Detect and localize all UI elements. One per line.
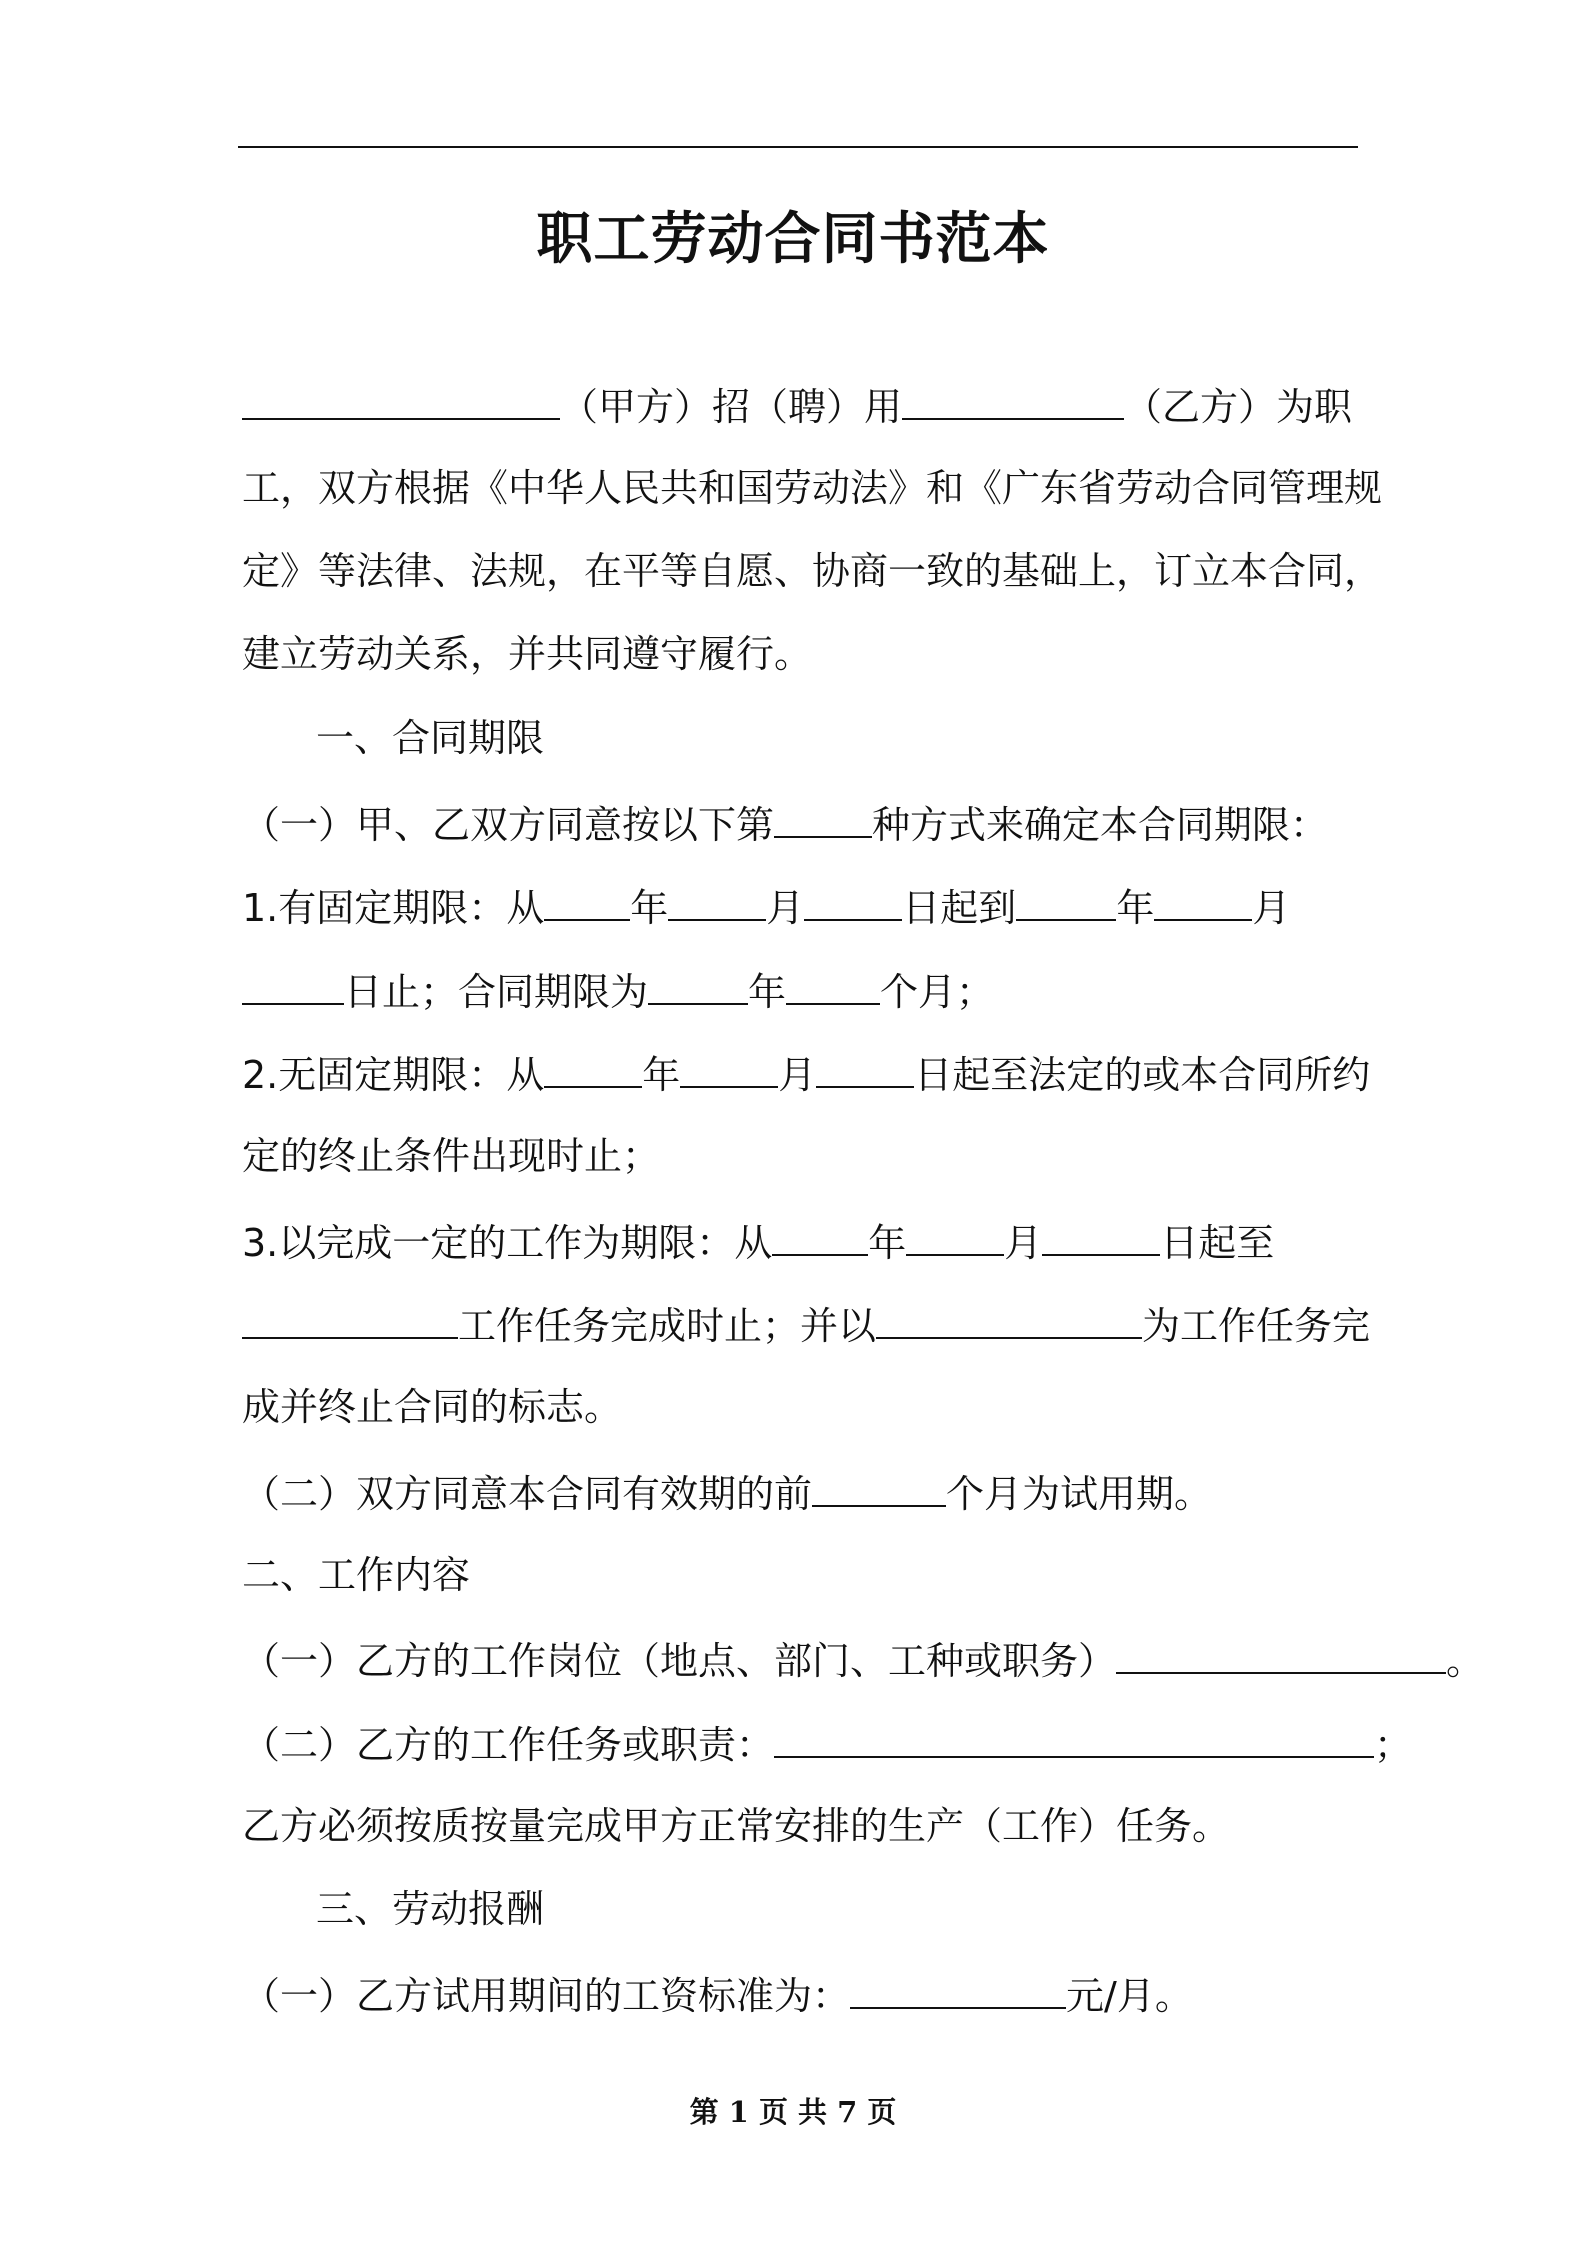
para-line-18: 乙方必须按质按量完成甲方正常安排的生产（工作）任务。 [242,1804,1231,1848]
blank-year[interactable] [772,1210,868,1256]
blank-month[interactable] [1154,875,1252,921]
section-heading-3: 三、劳动报酬 [316,1887,545,1931]
text: （一）乙方试用期间的工资标准为： [242,1974,851,2018]
para-line-11 [242,1210,1274,1270]
text: （一）乙方的工作岗位（地点、部门、工种或职务） [242,1639,1117,1683]
text: （甲方）招（聘）用 [560,385,903,429]
text: 元/月。 [1066,1974,1193,2018]
para-line-3: 定》等法律、法规，在平等自愿、协商一致的基础上，订立本合同， [242,549,1383,593]
text: 年 [748,970,787,1014]
blank-day[interactable] [816,1042,914,1088]
text: （乙方）为职 [1124,385,1353,429]
text: ； [1374,1723,1413,1767]
para-line-16 [242,1628,1484,1688]
text: 。 [1446,1639,1485,1683]
text: 为工作任务完 [1142,1304,1371,1348]
blank-month[interactable] [668,875,766,921]
blank-task[interactable] [242,1293,458,1339]
text: 3.以完成一定的工作为期限：从 [242,1221,773,1265]
para-line-7 [242,875,1290,935]
blank-year[interactable] [544,875,630,921]
blank-method[interactable] [774,792,872,838]
blank-month[interactable] [680,1042,778,1088]
blank-party-b[interactable] [902,374,1124,420]
text: 日止；合同期限为 [344,970,649,1014]
text: 个月为试用期。 [946,1472,1213,1516]
blank-party-a[interactable] [242,374,560,420]
blank-day[interactable] [804,875,902,921]
blank-job-position[interactable] [1116,1628,1446,1674]
text: 月 [778,1053,817,1097]
section-heading-1: 一、合同期限 [316,716,545,760]
blank-probation-months[interactable] [812,1461,946,1507]
para-line-13: 成并终止合同的标志。 [242,1385,623,1429]
text: 年 [642,1053,681,1097]
text: 工作任务完成时止；并以 [458,1304,877,1348]
blank-month[interactable] [906,1210,1004,1256]
document-title: 职工劳动合同书范本 [536,207,1050,272]
blank-marker[interactable] [876,1293,1142,1339]
blank-day[interactable] [1042,1210,1160,1256]
para-line-20 [242,1963,1193,2023]
text: （二）双方同意本合同有效期的前 [242,1472,813,1516]
text: 年 [630,886,669,930]
para-line-4: 建立劳动关系，并共同遵守履行。 [242,632,813,676]
para-line-10: 定的终止条件出现时止； [242,1134,661,1178]
header-rule [238,146,1358,148]
para-line-1 [242,374,1352,434]
text: 日起至 [1160,1221,1275,1265]
text: （一）甲、乙双方同意按以下第 [242,803,775,847]
blank-years[interactable] [648,959,748,1005]
para-line-8 [242,959,994,1019]
section-heading-2: 二、工作内容 [242,1553,471,1597]
blank-day[interactable] [242,959,344,1005]
text: （二）乙方的工作任务或职责： [242,1723,775,1767]
para-line-6 [242,792,1328,852]
text: 年 [868,1221,907,1265]
para-line-12 [242,1293,1370,1353]
blank-year[interactable] [544,1042,642,1088]
text: 月 [1004,1221,1043,1265]
text: 年 [1116,886,1155,930]
para-line-9 [242,1042,1370,1102]
para-line-17 [242,1712,1412,1772]
text: 日起到 [902,886,1017,930]
text: 2.无固定期限：从 [242,1053,545,1097]
blank-probation-salary[interactable] [850,1963,1066,2009]
para-line-2: 工，双方根据《中华人民共和国劳动法》和《广东省劳动合同管理规 [242,466,1383,510]
blank-job-duties[interactable] [774,1712,1374,1758]
text: 个月； [880,970,995,1014]
page-number: 第 1 页 共 7 页 [689,2095,897,2129]
blank-months[interactable] [786,959,880,1005]
text: 1.有固定期限：从 [242,886,545,930]
text: 日起至法定的或本合同所约 [914,1053,1371,1097]
text: 月 [1252,886,1291,930]
text: 种方式来确定本合同期限： [872,803,1329,847]
blank-year[interactable] [1016,875,1116,921]
text: 月 [766,886,805,930]
para-line-14 [242,1461,1212,1521]
